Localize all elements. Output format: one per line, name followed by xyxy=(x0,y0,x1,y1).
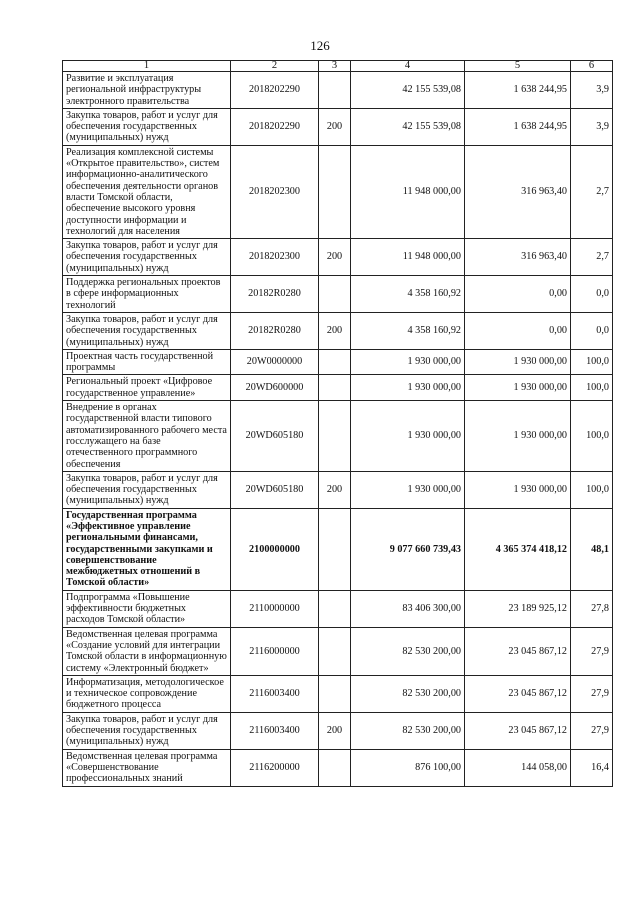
row-percent-cell: 100,0 xyxy=(571,471,613,508)
row-code-cell: 20WD600000 xyxy=(231,375,319,401)
header-cell: 6 xyxy=(571,61,613,72)
row-actual-cell: 23 189 925,12 xyxy=(465,590,571,627)
row-expense-type-cell xyxy=(319,349,351,375)
row-expense-type-cell xyxy=(319,276,351,313)
row-plan-cell: 1 930 000,00 xyxy=(351,375,465,401)
row-name-cell: Закупка товаров, работ и услуг для обеспечения государственных (муниципальных) нужд xyxy=(63,471,231,508)
row-code-cell: 2116003400 xyxy=(231,712,319,749)
row-code-cell: 20WD605180 xyxy=(231,471,319,508)
row-percent-cell: 0,0 xyxy=(571,312,613,349)
row-percent-cell: 100,0 xyxy=(571,401,613,472)
table-row xyxy=(63,375,613,401)
row-code-cell: 20182R0280 xyxy=(231,276,319,313)
row-expense-type-cell xyxy=(319,401,351,472)
row-expense-type-cell xyxy=(319,590,351,627)
table-row xyxy=(63,627,613,675)
row-percent-cell: 27,9 xyxy=(571,675,613,712)
row-plan-cell: 4 358 160,92 xyxy=(351,312,465,349)
row-expense-type-cell xyxy=(319,508,351,590)
row-plan-cell: 82 530 200,00 xyxy=(351,675,465,712)
row-percent-cell: 27,9 xyxy=(571,712,613,749)
header-cell: 4 xyxy=(351,61,465,72)
row-plan-cell: 9 077 660 739,43 xyxy=(351,508,465,590)
row-name-cell: Развитие и эксплуатация региональной инфраструктуры электронного правительства xyxy=(63,72,231,109)
table-row xyxy=(63,276,613,313)
row-name-cell: Реализация комплексной системы «Открытое правительство», систем информационно-аналитического обеспечения деятельности органов власти Томской области, обеспечение высокого уровня доступности информации и технологий для населения xyxy=(63,145,231,238)
row-name-cell: Закупка товаров, работ и услуг для обеспечения государственных (муниципальных) нужд xyxy=(63,239,231,276)
row-expense-type-cell xyxy=(319,145,351,238)
row-actual-cell: 1 638 244,95 xyxy=(465,72,571,109)
row-percent-cell: 48,1 xyxy=(571,508,613,590)
row-code-cell: 2116003400 xyxy=(231,675,319,712)
row-percent-cell: 3,9 xyxy=(571,108,613,145)
row-percent-cell: 16,4 xyxy=(571,749,613,786)
row-expense-type-cell xyxy=(319,72,351,109)
row-actual-cell: 23 045 867,12 xyxy=(465,712,571,749)
row-name-cell: Ведомственная целевая программа «Совершенствование профессиональных знаний xyxy=(63,749,231,786)
row-actual-cell: 1 638 244,95 xyxy=(465,108,571,145)
row-percent-cell: 27,8 xyxy=(571,590,613,627)
row-actual-cell: 1 930 000,00 xyxy=(465,401,571,472)
row-code-cell: 2018202290 xyxy=(231,108,319,145)
budget-table xyxy=(62,60,613,787)
table-row xyxy=(63,471,613,508)
table-row xyxy=(63,712,613,749)
row-name-cell: Закупка товаров, работ и услуг для обеспечения государственных (муниципальных) нужд xyxy=(63,312,231,349)
row-code-cell: 20182R0280 xyxy=(231,312,319,349)
row-name-cell: Проектная часть государственной программы xyxy=(63,349,231,375)
row-percent-cell: 27,9 xyxy=(571,627,613,675)
header-cell: 3 xyxy=(319,61,351,72)
row-expense-type-cell: 200 xyxy=(319,712,351,749)
row-percent-cell: 100,0 xyxy=(571,375,613,401)
row-name-cell: Внедрение в органах государственной власти типового автоматизированного рабочего места госслужащего на базе отечественного программного обеспечения xyxy=(63,401,231,472)
row-code-cell: 2116200000 xyxy=(231,749,319,786)
row-code-cell: 2110000000 xyxy=(231,590,319,627)
row-plan-cell: 82 530 200,00 xyxy=(351,712,465,749)
table-row xyxy=(63,675,613,712)
row-actual-cell: 316 963,40 xyxy=(465,239,571,276)
row-percent-cell: 0,0 xyxy=(571,276,613,313)
header-row xyxy=(63,61,613,72)
row-expense-type-cell xyxy=(319,627,351,675)
row-code-cell: 20W0000000 xyxy=(231,349,319,375)
table-row xyxy=(63,72,613,109)
row-actual-cell: 144 058,00 xyxy=(465,749,571,786)
table-row xyxy=(63,145,613,238)
row-plan-cell: 4 358 160,92 xyxy=(351,276,465,313)
table-row xyxy=(63,312,613,349)
row-actual-cell: 0,00 xyxy=(465,312,571,349)
row-percent-cell: 2,7 xyxy=(571,239,613,276)
row-code-cell: 2100000000 xyxy=(231,508,319,590)
row-percent-cell: 100,0 xyxy=(571,349,613,375)
row-plan-cell: 876 100,00 xyxy=(351,749,465,786)
row-plan-cell: 1 930 000,00 xyxy=(351,471,465,508)
row-plan-cell: 42 155 539,08 xyxy=(351,108,465,145)
row-code-cell: 2018202290 xyxy=(231,72,319,109)
row-plan-cell: 42 155 539,08 xyxy=(351,72,465,109)
row-plan-cell: 11 948 000,00 xyxy=(351,239,465,276)
row-expense-type-cell: 200 xyxy=(319,239,351,276)
row-name-cell: Подпрограмма «Повышение эффективности бюджетных расходов Томской области» xyxy=(63,590,231,627)
table-row xyxy=(63,749,613,786)
row-name-cell: Государственная программа «Эффективное управление региональными финансами, государственными закупками и совершенствование межбюджетных отношений в Томской области» xyxy=(63,508,231,590)
table-row xyxy=(63,108,613,145)
row-plan-cell: 82 530 200,00 xyxy=(351,627,465,675)
row-code-cell: 20WD605180 xyxy=(231,401,319,472)
row-expense-type-cell xyxy=(319,675,351,712)
row-plan-cell: 11 948 000,00 xyxy=(351,145,465,238)
row-name-cell: Закупка товаров, работ и услуг для обеспечения государственных (муниципальных) нужд xyxy=(63,108,231,145)
row-code-cell: 2018202300 xyxy=(231,145,319,238)
row-percent-cell: 2,7 xyxy=(571,145,613,238)
row-actual-cell: 1 930 000,00 xyxy=(465,375,571,401)
row-expense-type-cell: 200 xyxy=(319,108,351,145)
table-row xyxy=(63,401,613,472)
row-actual-cell: 4 365 374 418,12 xyxy=(465,508,571,590)
row-actual-cell: 1 930 000,00 xyxy=(465,471,571,508)
page-number: 126 xyxy=(310,38,330,53)
table-row xyxy=(63,508,613,590)
table-row xyxy=(63,349,613,375)
row-expense-type-cell: 200 xyxy=(319,471,351,508)
row-actual-cell: 316 963,40 xyxy=(465,145,571,238)
row-actual-cell: 23 045 867,12 xyxy=(465,675,571,712)
row-percent-cell: 3,9 xyxy=(571,72,613,109)
row-actual-cell: 1 930 000,00 xyxy=(465,349,571,375)
row-expense-type-cell xyxy=(319,375,351,401)
table-row xyxy=(63,590,613,627)
row-plan-cell: 83 406 300,00 xyxy=(351,590,465,627)
header-cell: 5 xyxy=(465,61,571,72)
header-cell: 2 xyxy=(231,61,319,72)
row-name-cell: Поддержка региональных проектов в сфере информационных технологий xyxy=(63,276,231,313)
row-actual-cell: 0,00 xyxy=(465,276,571,313)
row-code-cell: 2018202300 xyxy=(231,239,319,276)
row-plan-cell: 1 930 000,00 xyxy=(351,401,465,472)
table-row xyxy=(63,239,613,276)
row-actual-cell: 23 045 867,12 xyxy=(465,627,571,675)
row-name-cell: Информатизация, методологическое и техническое сопровождение бюджетного процесса xyxy=(63,675,231,712)
row-name-cell: Региональный проект «Цифровое государственное управление» xyxy=(63,375,231,401)
row-expense-type-cell xyxy=(319,749,351,786)
row-expense-type-cell: 200 xyxy=(319,312,351,349)
row-name-cell: Закупка товаров, работ и услуг для обеспечения государственных (муниципальных) нужд xyxy=(63,712,231,749)
row-code-cell: 2116000000 xyxy=(231,627,319,675)
header-cell: 1 xyxy=(63,61,231,72)
row-name-cell: Ведомственная целевая программа «Создание условий для интеграции Томской области в информационную систему «Электронный бюджет» xyxy=(63,627,231,675)
row-plan-cell: 1 930 000,00 xyxy=(351,349,465,375)
